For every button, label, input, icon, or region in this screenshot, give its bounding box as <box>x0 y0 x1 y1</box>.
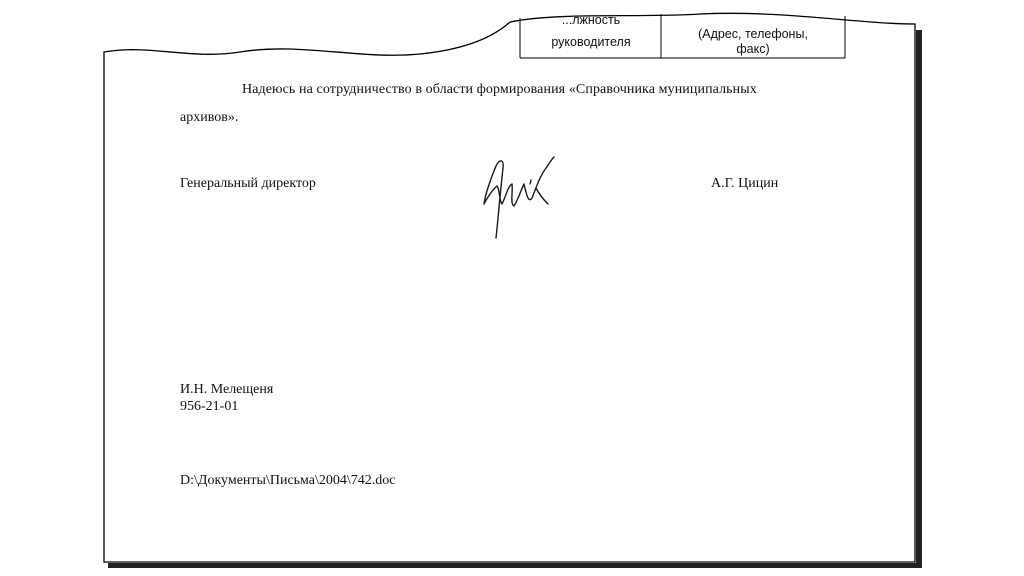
signer-title: Генеральный директор <box>180 176 316 191</box>
closing-paragraph-line1: Надеюсь на сотрудничество в области формирования «Справочника муниципальных <box>242 82 757 97</box>
file-path: D:\Документы\Письма\2004\742.doc <box>180 473 396 488</box>
table-cell-contacts-line2: (Адрес, телефоны, <box>698 27 808 41</box>
table-cell-contacts-line3: факс) <box>736 42 770 56</box>
executor-name: И.Н. Мелещеня <box>180 382 274 397</box>
table-cell-position-clip <box>522 10 660 24</box>
table-cell-position-cut <box>522 13 660 24</box>
executor-phone: 956-21-01 <box>180 399 239 414</box>
table-cell-position: руководителя <box>551 35 631 49</box>
position-cut-text: ...лжность <box>561 13 621 24</box>
closing-paragraph-line2: архивов». <box>180 110 239 125</box>
signer-name: А.Г. Цицин <box>711 176 779 191</box>
